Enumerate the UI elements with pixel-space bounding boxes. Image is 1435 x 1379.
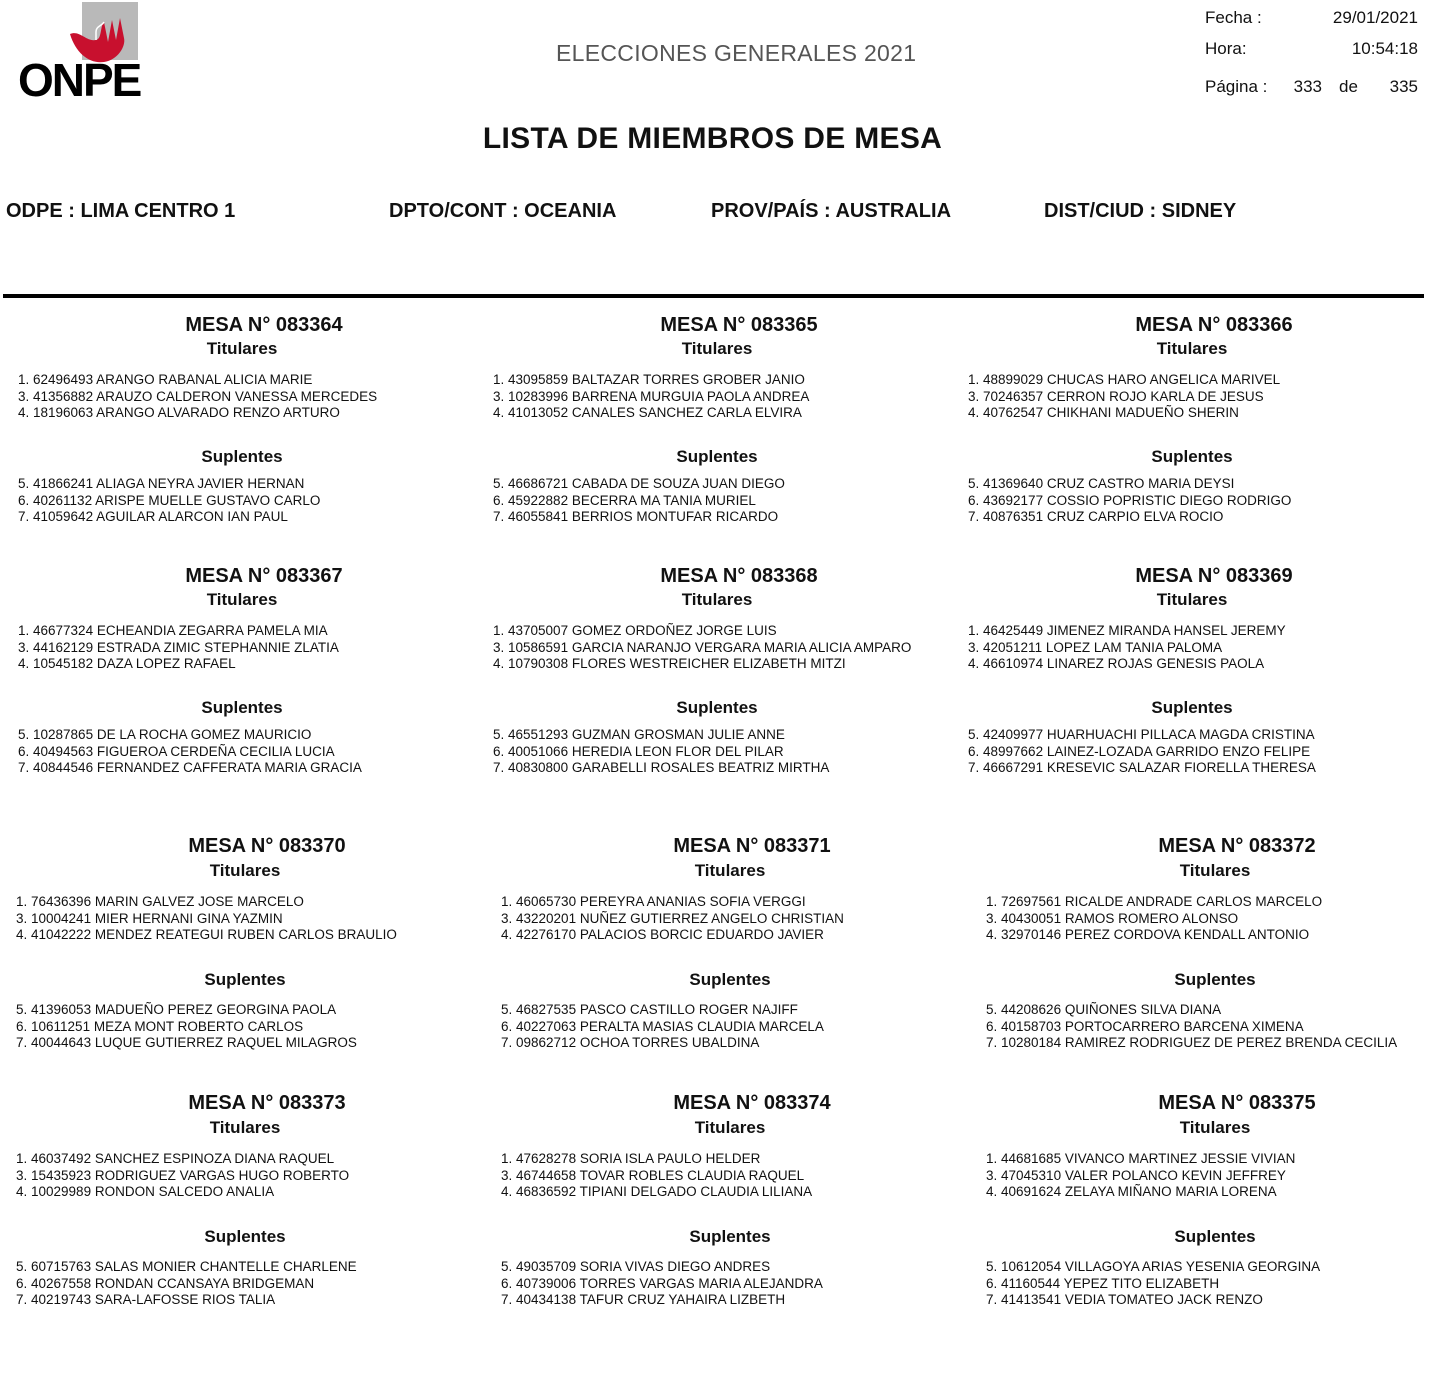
mesa-title: MESA N° 083366 xyxy=(1135,314,1293,336)
suplentes-heading: Suplentes xyxy=(1151,698,1233,717)
mesa-title: MESA N° 083369 xyxy=(1135,565,1293,587)
member-row: 3. 10283996 BARRENA MURGUIA PAOLA ANDREA xyxy=(493,388,810,404)
dpto-label: DPTO/CONT : OCEANIA xyxy=(389,200,617,222)
member-row: 7. 40830800 GARABELLI ROSALES BEATRIZ MIRTHA xyxy=(493,760,830,775)
suplentes-list xyxy=(493,476,785,526)
titulares-list xyxy=(18,372,377,422)
member-row: 5. 49035709 SORIA VIVAS DIEGO ANDRES xyxy=(501,1259,771,1274)
titulares-list xyxy=(18,623,339,673)
titulares-list xyxy=(16,1151,349,1201)
mesa-title: MESA N° 083374 xyxy=(673,1092,831,1114)
hora-value: 10:54:18 xyxy=(1351,39,1418,58)
member-row: 3. 10004241 MIER HERNANI GINA YAZMIN xyxy=(16,910,283,926)
titulares-list xyxy=(501,894,844,944)
page-title: LISTA DE MIEMBROS DE MESA xyxy=(482,122,943,155)
member-row: 1. 72697561 RICALDE ANDRADE CARLOS MARCELO xyxy=(986,894,1323,909)
pagina-total: 335 xyxy=(1389,77,1418,96)
member-row: 3. 70246357 CERRON ROJO KARLA DE JESUS xyxy=(968,388,1264,404)
member-row: 5. 41396053 MADUEÑO PEREZ GEORGINA PAOLA xyxy=(16,1002,337,1017)
titulares-heading: Titulares xyxy=(1156,339,1228,358)
pagina-label: Página : xyxy=(1205,77,1268,96)
suplentes-heading: Suplentes xyxy=(201,698,283,717)
member-row: 5. 10287865 DE LA ROCHA GOMEZ MAURICIO xyxy=(18,727,312,742)
mesa-title: MESA N° 083365 xyxy=(660,314,818,336)
titulares-list xyxy=(986,894,1322,944)
member-row: 5. 10612054 VILLAGOYA ARIAS YESENIA GEORGINA xyxy=(986,1259,1321,1274)
member-row: 1. 47628278 SORIA ISLA PAULO HELDER xyxy=(501,1151,761,1166)
member-row: 1. 46425449 JIMENEZ MIRANDA HANSEL JEREMY xyxy=(968,623,1286,638)
member-row: 7. 40434138 TAFUR CRUZ YAHAIRA LIZBETH xyxy=(501,1292,786,1307)
member-row: 6. 41160544 YEPEZ TITO ELIZABETH xyxy=(986,1275,1220,1291)
suplentes-list xyxy=(501,1002,824,1052)
member-row: 3. 42051211 LOPEZ LAM TANIA PALOMA xyxy=(968,639,1223,655)
titulares-heading: Titulares xyxy=(681,339,753,358)
member-row: 5. 44208626 QUIÑONES SILVA DIANA xyxy=(986,1002,1222,1017)
member-row: 4. 42276170 PALACIOS BORCIC EDUARDO JAVIER xyxy=(501,927,824,942)
titulares-heading: Titulares xyxy=(206,339,278,358)
member-row: 7. 40219743 SARA-LAFOSSE RIOS TALIA xyxy=(16,1292,276,1307)
titulares-heading: Titulares xyxy=(681,590,753,609)
titulares-list xyxy=(493,372,809,422)
member-row: 5. 41866241 ALIAGA NEYRA JAVIER HERNAN xyxy=(18,476,305,491)
mesa-title: MESA N° 083372 xyxy=(1158,835,1316,857)
titulares-heading: Titulares xyxy=(694,861,766,880)
member-row: 1. 76436396 MARIN GALVEZ JOSE MARCELO xyxy=(16,894,304,909)
member-row: 1. 44681685 VIVANCO MARTINEZ JESSIE VIVIAN xyxy=(986,1151,1296,1166)
member-row: 3. 44162129 ESTRADA ZIMIC STEPHANNIE ZLATIA xyxy=(18,639,339,655)
mesa-title: MESA N° 083373 xyxy=(188,1092,346,1114)
member-row: 6. 40261132 ARISPE MUELLE GUSTAVO CARLO xyxy=(18,492,321,508)
member-row: 4. 40762547 CHIKHANI MADUEÑO SHERIN xyxy=(968,405,1239,420)
member-row: 3. 41356882 ARAUZO CALDERON VANESSA MERCEDES xyxy=(18,388,378,404)
fecha-label: Fecha : xyxy=(1205,8,1262,27)
member-row: 3. 43220201 NUÑEZ GUTIERREZ ANGELO CHRISTIAN xyxy=(501,910,844,926)
mesa-title: MESA N° 083367 xyxy=(185,565,343,587)
member-row: 5. 60715763 SALAS MONIER CHANTELLE CHARLENE xyxy=(16,1259,357,1274)
titulares-heading: Titulares xyxy=(694,1118,766,1137)
dist-label: DIST/CIUD : SIDNEY xyxy=(1044,200,1237,222)
titulares-heading: Titulares xyxy=(1179,1118,1251,1137)
member-row: 7. 40044643 LUQUE GUTIERREZ RAQUEL MILAGROS xyxy=(16,1035,357,1050)
member-row: 1. 43095859 BALTAZAR TORRES GROBER JANIO xyxy=(493,372,805,387)
mesa-title: MESA N° 083368 xyxy=(660,565,818,587)
member-row: 6. 40051066 HEREDIA LEON FLOR DEL PILAR xyxy=(493,743,784,759)
member-row: 5. 46551293 GUZMAN GROSMAN JULIE ANNE xyxy=(493,727,785,742)
member-row: 4. 41013052 CANALES SANCHEZ CARLA ELVIRA xyxy=(493,405,802,420)
member-row: 4. 10545182 DAZA LOPEZ RAFAEL xyxy=(18,656,236,671)
suplentes-heading: Suplentes xyxy=(1151,447,1233,466)
mesa-title: MESA N° 083364 xyxy=(185,314,343,336)
hora-label: Hora: xyxy=(1205,39,1247,58)
suplentes-list xyxy=(968,727,1316,777)
member-row: 7. 46667291 KRESEVIC SALAZAR FIORELLA THERESA xyxy=(968,760,1316,775)
mesa-title: MESA N° 083375 xyxy=(1158,1092,1316,1114)
member-row: 7. 41413541 VEDIA TOMATEO JACK RENZO xyxy=(986,1292,1263,1307)
member-row: 6. 40494563 FIGUEROA CERDEÑA CECILIA LUCIA xyxy=(18,743,335,759)
onpe-logo xyxy=(18,2,163,106)
member-row: 6. 45922882 BECERRA MA TANIA MURIEL xyxy=(493,492,756,508)
suplentes-list xyxy=(501,1259,823,1309)
member-row: 1. 46065730 PEREYRA ANANIAS SOFIA VERGGI xyxy=(501,894,806,909)
member-row: 3. 47045310 VALER POLANCO KEVIN JEFFREY xyxy=(986,1167,1286,1183)
mesa-title: MESA N° 083370 xyxy=(188,835,346,857)
suplentes-heading: Suplentes xyxy=(204,1227,286,1246)
member-row: 6. 40227063 PERALTA MASIAS CLAUDIA MARCELA xyxy=(501,1018,824,1034)
member-row: 6. 40267558 RONDAN CCANSAYA BRIDGEMAN xyxy=(16,1275,315,1291)
suplentes-heading: Suplentes xyxy=(689,1227,771,1246)
member-row: 6. 48997662 LAINEZ-LOZADA GARRIDO ENZO FELIPE xyxy=(968,743,1311,759)
member-row: 3. 10586591 GARCIA NARANJO VERGARA MARIA ALICIA AMPARO xyxy=(493,639,912,655)
member-row: 7. 46055841 BERRIOS MONTUFAR RICARDO xyxy=(493,509,779,524)
suplentes-list xyxy=(16,1259,357,1309)
suplentes-list xyxy=(18,476,320,526)
fecha-value: 29/01/2021 xyxy=(1332,8,1418,27)
member-row: 1. 48899029 CHUCAS HARO ANGELICA MARIVEL xyxy=(968,372,1281,387)
election-name: ELECCIONES GENERALES 2021 xyxy=(556,40,917,66)
titulares-heading: Titulares xyxy=(209,861,281,880)
member-row: 3. 15435923 RODRIGUEZ VARGAS HUGO ROBERTO xyxy=(16,1167,350,1183)
member-row: 7. 40876351 CRUZ CARPIO ELVA ROCIO xyxy=(968,509,1224,524)
member-row: 4. 41042222 MENDEZ REATEGUI RUBEN CARLOS BRAULIO xyxy=(16,927,397,942)
mesa-title: MESA N° 083371 xyxy=(673,835,831,857)
member-row: 1. 43705007 GOMEZ ORDOÑEZ JORGE LUIS xyxy=(493,623,777,638)
member-row: 7. 41059642 AGUILAR ALARCON IAN PAUL xyxy=(18,509,288,524)
titulares-list xyxy=(501,1151,812,1201)
member-row: 7. 40844546 FERNANDEZ CAFFERATA MARIA GRACIA xyxy=(18,760,362,775)
titulares-heading: Titulares xyxy=(1179,861,1251,880)
member-row: 4. 10029989 RONDON SALCEDO ANALIA xyxy=(16,1184,275,1199)
member-row: 4. 18196063 ARANGO ALVARADO RENZO ARTURO xyxy=(18,405,340,420)
member-row: 4. 46610974 LINAREZ ROJAS GENESIS PAOLA xyxy=(968,656,1265,671)
titulares-heading: Titulares xyxy=(206,590,278,609)
member-row: 3. 46744658 TOVAR ROBLES CLAUDIA RAQUEL xyxy=(501,1167,805,1183)
titulares-list xyxy=(986,1151,1295,1201)
titulares-list xyxy=(968,372,1280,422)
titulares-list xyxy=(968,623,1286,673)
suplentes-list xyxy=(968,476,1291,526)
member-row: 3. 40430051 RAMOS ROMERO ALONSO xyxy=(986,910,1239,926)
member-row: 7. 10280184 RAMIREZ RODRIGUEZ DE PEREZ BRENDA CECILIA xyxy=(986,1035,1398,1050)
logo-text: ONPE xyxy=(18,54,141,106)
member-row: 5. 46827535 PASCO CASTILLO ROGER NAJIFF xyxy=(501,1002,798,1017)
titulares-heading: Titulares xyxy=(209,1118,281,1137)
member-row: 4. 40691624 ZELAYA MIÑANO MARIA LORENA xyxy=(986,1184,1277,1199)
suplentes-list xyxy=(493,727,829,777)
suplentes-heading: Suplentes xyxy=(676,447,758,466)
member-row: 5. 46686721 CABADA DE SOUZA JUAN DIEGO xyxy=(493,476,785,491)
pagina-de: de xyxy=(1339,77,1358,96)
member-row: 6. 10611251 MEZA MONT ROBERTO CARLOS xyxy=(16,1018,304,1034)
suplentes-heading: Suplentes xyxy=(204,970,286,989)
member-row: 5. 41369640 CRUZ CASTRO MARIA DEYSI xyxy=(968,476,1235,491)
pagina-current: 333 xyxy=(1293,77,1322,96)
suplentes-heading: Suplentes xyxy=(201,447,283,466)
suplentes-heading: Suplentes xyxy=(676,698,758,717)
member-row: 6. 40158703 PORTOCARRERO BARCENA XIMENA xyxy=(986,1018,1304,1034)
prov-label: PROV/PAÍS : AUSTRALIA xyxy=(711,200,952,222)
suplentes-heading: Suplentes xyxy=(1174,970,1256,989)
suplentes-list xyxy=(18,727,362,777)
member-row: 7. 09862712 OCHOA TORRES UBALDINA xyxy=(501,1035,760,1050)
member-row: 4. 32970146 PEREZ CORDOVA KENDALL ANTONIO xyxy=(986,927,1310,942)
member-row: 6. 40739006 TORRES VARGAS MARIA ALEJANDRA xyxy=(501,1275,823,1291)
member-row: 1. 46677324 ECHEANDIA ZEGARRA PAMELA MIA xyxy=(18,623,328,638)
suplentes-list xyxy=(16,1002,357,1052)
titulares-list xyxy=(493,623,911,673)
titulares-list xyxy=(16,894,397,944)
member-row: 1. 46037492 SANCHEZ ESPINOZA DIANA RAQUEL xyxy=(16,1151,335,1166)
member-row: 4. 46836592 TIPIANI DELGADO CLAUDIA LILIANA xyxy=(501,1184,813,1199)
suplentes-heading: Suplentes xyxy=(689,970,771,989)
member-row: 4. 10790308 FLORES WESTREICHER ELIZABETH MITZI xyxy=(493,656,846,671)
member-row: 5. 42409977 HUARHUACHI PILLACA MAGDA CRISTINA xyxy=(968,727,1315,742)
odpe-label: ODPE : LIMA CENTRO 1 xyxy=(6,200,236,222)
suplentes-list xyxy=(986,1002,1397,1052)
member-row: 1. 62496493 ARANGO RABANAL ALICIA MARIE xyxy=(18,372,313,387)
titulares-heading: Titulares xyxy=(1156,590,1228,609)
suplentes-list xyxy=(986,1259,1320,1309)
suplentes-heading: Suplentes xyxy=(1174,1227,1256,1246)
header-divider xyxy=(3,294,1424,298)
member-row: 6. 43692177 COSSIO POPRISTIC DIEGO RODRIGO xyxy=(968,492,1292,508)
